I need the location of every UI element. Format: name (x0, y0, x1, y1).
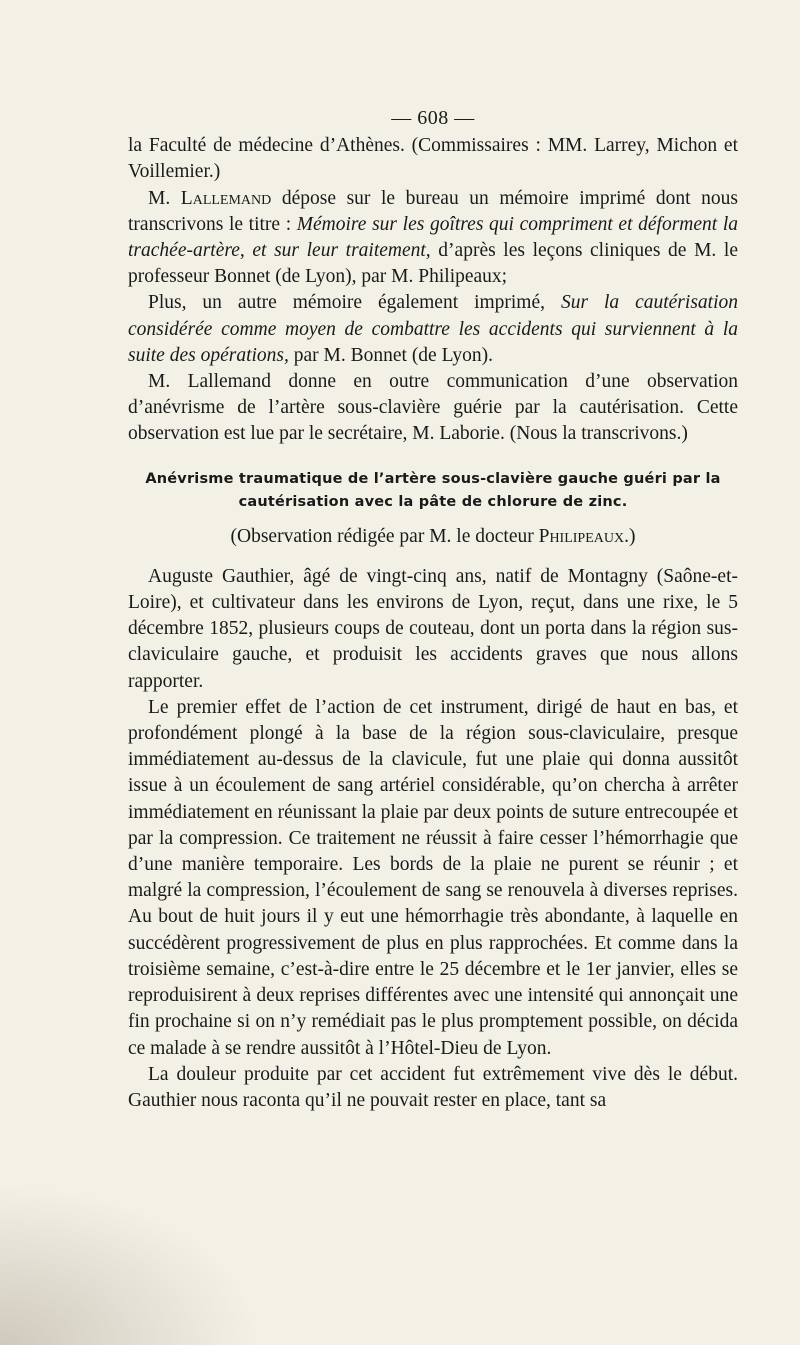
p3-text1: Plus, un autre mémoire également imprimé, (148, 292, 561, 314)
section-subheading (128, 524, 738, 550)
p2-text2: d’après les leçons cliniques de M. le professeur Bonnet (de Lyon), par M. Philipeaux; (128, 240, 738, 288)
subheading-end: .) (624, 525, 636, 547)
p2-text1: dépose sur le bureau un mémoire imprimé dont nous transcrivons le titre : (128, 187, 738, 235)
page-number: — 608 — (391, 107, 475, 129)
paragraph-1: la Faculté de médecine d’Athènes. (Commissaires : MM. Larrey, Michon et Voillemier.) (128, 135, 738, 183)
paragraph-2 (128, 186, 738, 291)
paragraph-6: Le premier effet de l’action de cet instrument, dirigé de haut en bas, et profondément plongé à la base de la région sous-claviculaire, presque immédiatement au-dessus de la clavicule, fut une plaie qui donna aussitôt issue à un écoulement de sang artériel considérable, qu’on chercha à arrêter immédiatement en réunissant la plaie par deux points de suture entrecoupée et par la compression. Ce traitement ne réussit à faire cesser l’hémorrhagie que d’une manière temporaire. Les bords de la plaie ne purent se réunir ; et malgré la compression, l’écoulement de sang se renouvela à diverses reprises. Au bout de huit jours il y eut une hémorrhagie très abondante, à laquelle en succédèrent progressivement de plus en plus rapprochées. Et comme dans la troisième semaine, c’est-à-dire entre le 25 décembre et le 1er janvier, elles se reproduisirent à deux reprises différentes avec une intensité qui annonçait une fin prochaine si on n’y remédiait pas le plus promptement possible, on décida ce malade à se rendre aussitôt à l’Hôtel-Dieu de Lyon. (128, 696, 738, 1059)
subheading-text: (Observation rédigée par M. le docteur (230, 525, 539, 547)
paragraph-3 (128, 290, 738, 369)
p2-name: Lallemand (180, 187, 272, 209)
paragraph-7: La douleur produite par cet accident fut extrêmement vive dès le début. Gauthier nous raconta qu’il ne pouvait rester en place, tant sa (128, 1063, 738, 1111)
section-heading: Anévrisme traumatique de l’artère sous-clavière gauche guéri par la cautérisation avec la pâte de chlorure de zinc. (145, 470, 721, 510)
document-page (128, 105, 738, 1114)
subheading-name: Philipeaux (538, 525, 625, 547)
paragraph-5: Auguste Gauthier, âgé de vingt-cinq ans, natif de Montagny (Saône-et-Loire), et cultivateur dans les environs de Lyon, reçut, dans une rixe, le 5 décembre 1852, plusieurs coups de couteau, dont un porta dans la région sus-claviculaire gauche, et produisit les accidents graves que nous allons rapporter. (128, 565, 738, 692)
page-edge-shadow (0, 1185, 260, 1345)
paragraph-4: M. Lallemand donne en outre communication d’une observation d’anévrisme de l’artère sous-clavière guérie par la cautérisation. Cette observation est lue par le secrétaire, M. Laborie. (Nous la transcrivons.) (128, 371, 738, 445)
p3-title: Sur la cautérisation considérée comme moyen de combattre les accidents qui surviennent à la suite des opérations, (128, 292, 738, 366)
p2-prefix: M. (148, 187, 181, 209)
p3-text2: par M. Bonnet (de Lyon). (288, 344, 494, 366)
p2-title: Mémoire sur les goîtres qui compriment et déforment la trachée-artère, et sur leur traitement, (128, 213, 739, 262)
